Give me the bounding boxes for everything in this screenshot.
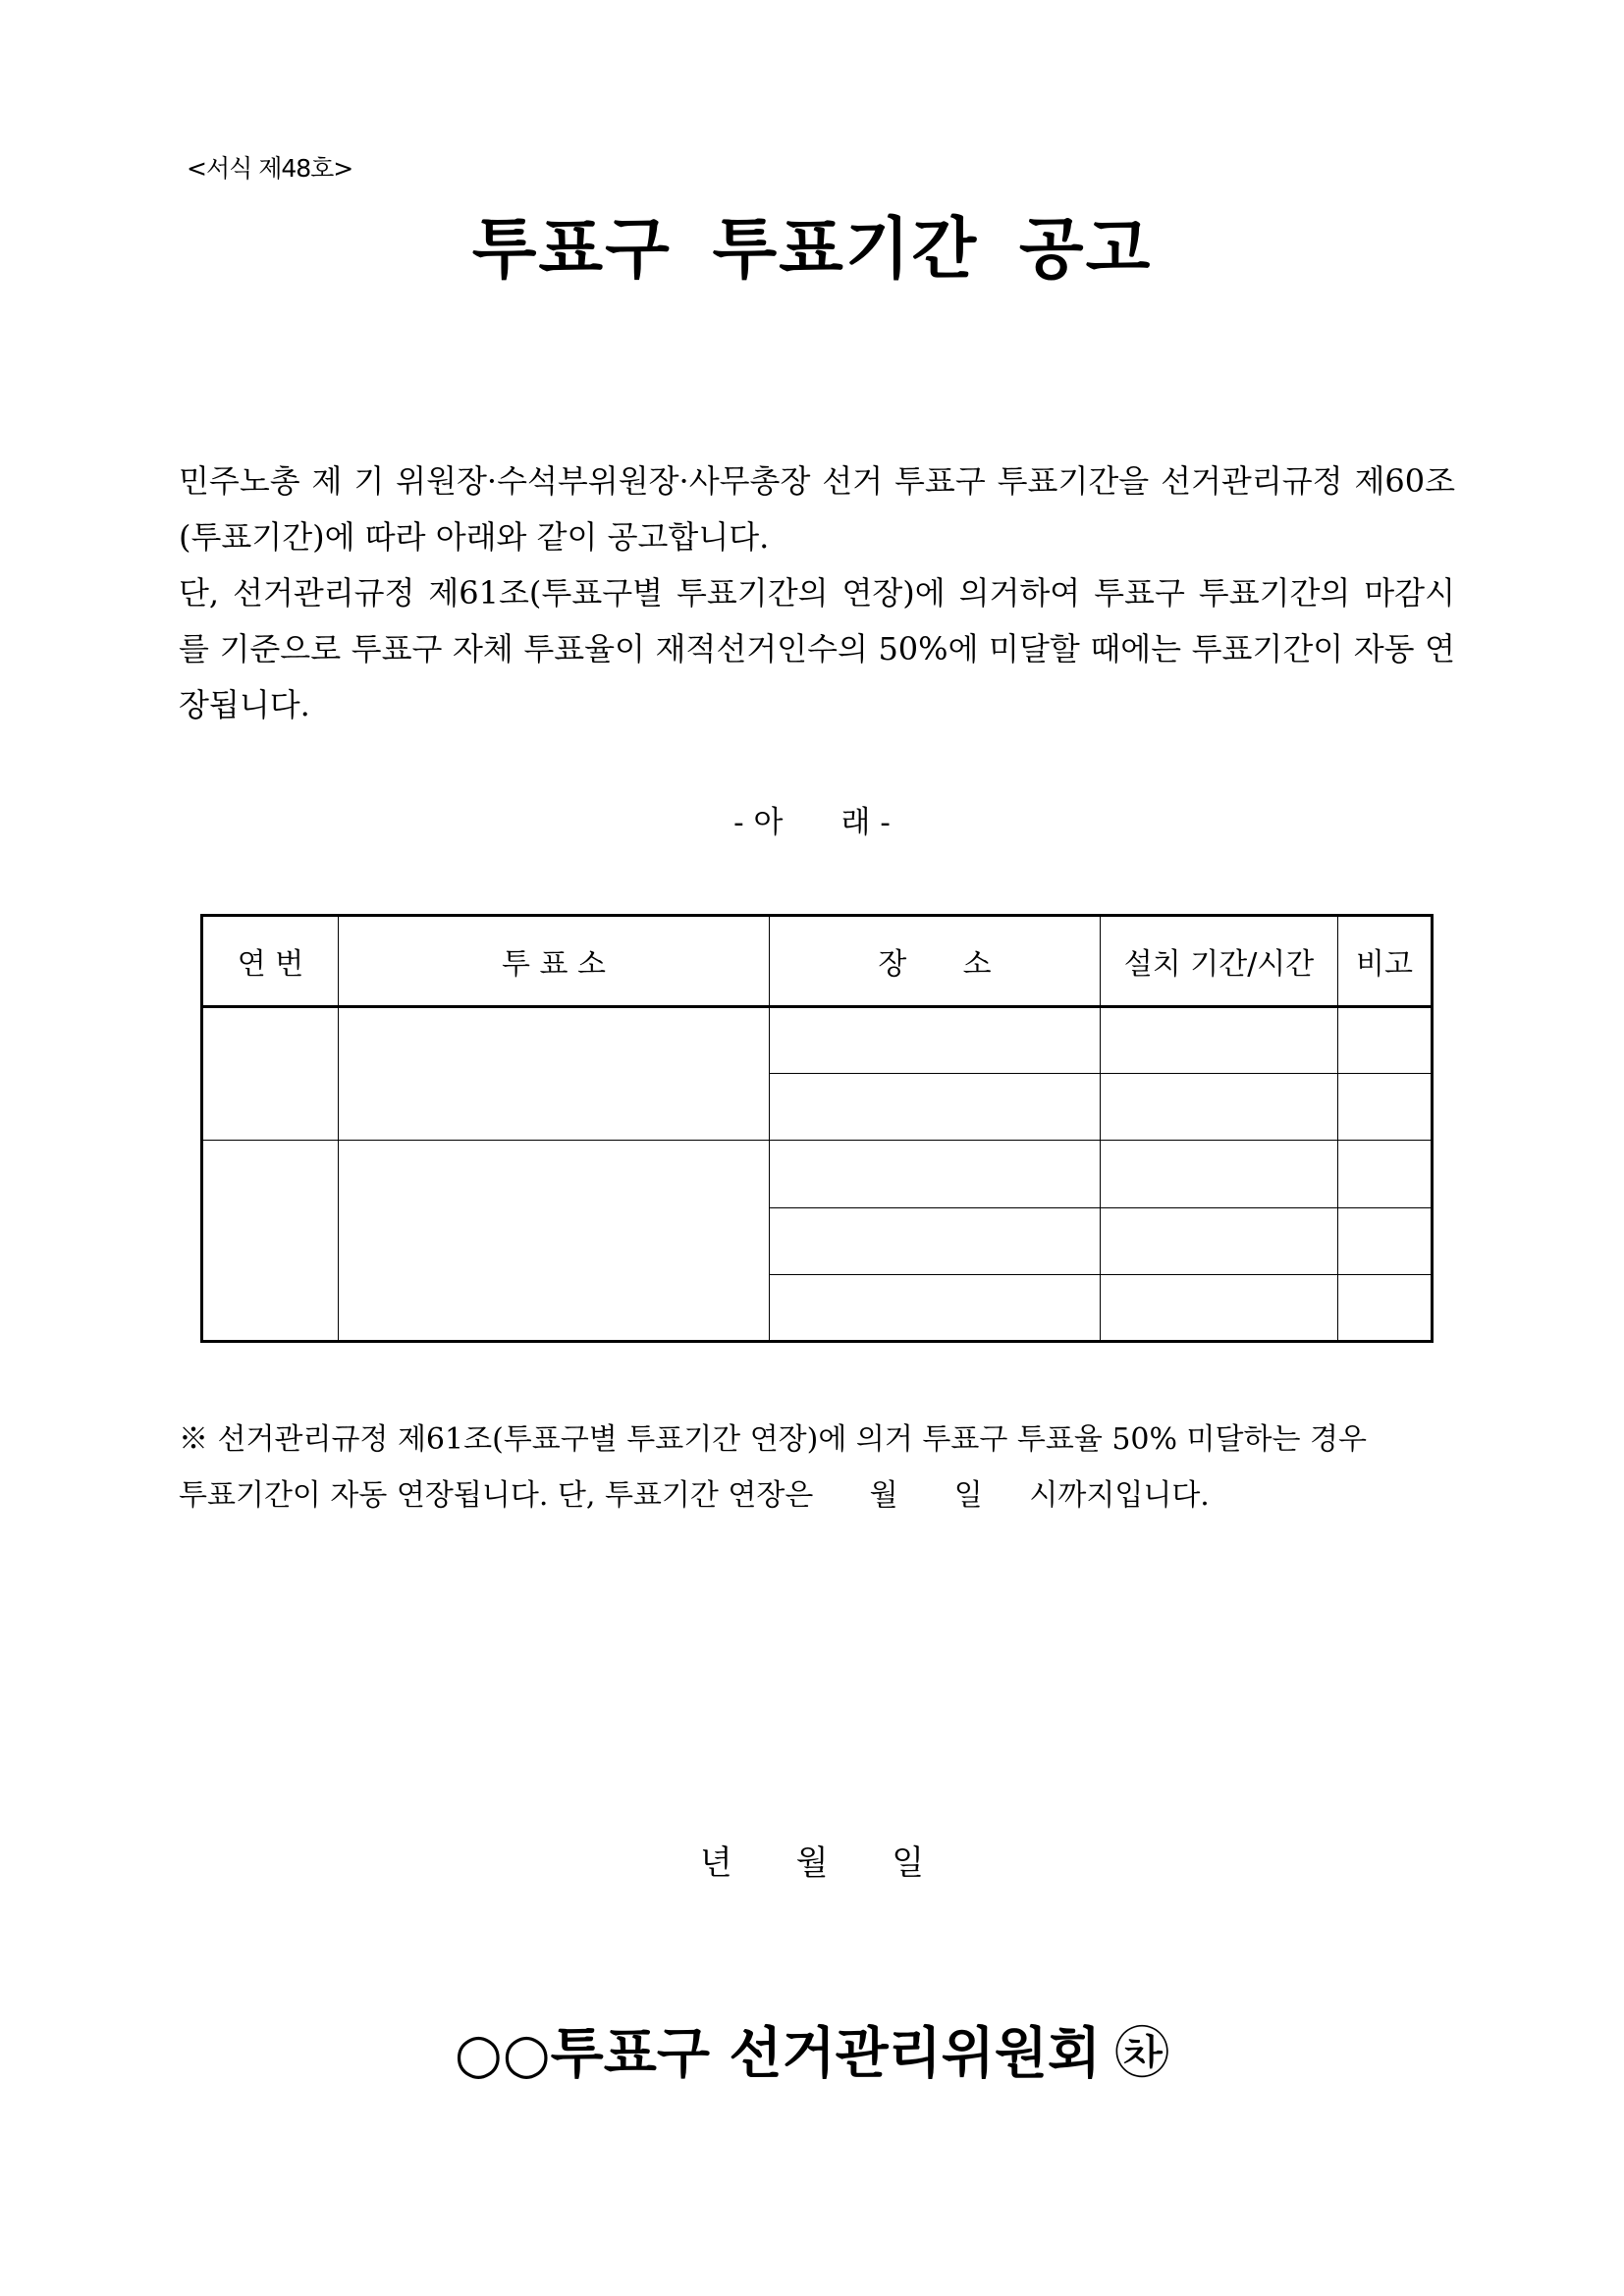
cell-place (770, 1274, 1101, 1341)
cell-place (770, 1141, 1101, 1207)
cell-remarks (1338, 1207, 1433, 1274)
body-paragraph-1: 민주노총 제 기 위원장·수석부위원장·사무총장 선거 투표구 투표기간을 선거관리규정 제60조(투표기간)에 따라 아래와 같이 공고합니다. (179, 462, 1455, 556)
cell-serial-no (202, 1141, 339, 1342)
table-header-row (202, 916, 1433, 1007)
date-line: 년 월 일 (699, 1843, 925, 1883)
cell-polling-station (339, 1141, 770, 1342)
header-polling-station: 투 표 소 (339, 916, 770, 1007)
header-place: 장 소 (770, 916, 1101, 1007)
header-period: 설치 기간/시간 (1101, 916, 1338, 1007)
footnote-line-2: 투표기간이 자동 연장됩니다. 단, 투표기간 연장은 월 일 시까지입니다. (179, 1478, 1210, 1513)
cell-serial-no (202, 1007, 339, 1141)
table-row (202, 1007, 1433, 1074)
polling-station-table (200, 914, 1434, 1343)
cell-period (1101, 1274, 1338, 1341)
cell-place (770, 1207, 1101, 1274)
committee-name: ○○투표구 선거관리위원회 (454, 2022, 1102, 2086)
announcement-body (179, 454, 1455, 733)
footnote-line-1: ※ 선거관리규정 제61조(투표구별 투표기간 연장)에 의거 투표구 투표율 50% 미달하는 경우 (179, 1422, 1367, 1457)
form-number-label: <서식 제48호> (187, 154, 353, 183)
cell-remarks (1338, 1074, 1433, 1141)
header-serial-no: 연 번 (202, 916, 339, 1007)
cell-remarks (1338, 1007, 1433, 1074)
body-paragraph-2: 단, 선거관리규정 제61조(투표구별 투표기간의 연장)에 의거하여 투표구 투표기간의 마감시를 기준으로 투표구 자체 투표율이 재적선거인수의 50%에 미달할 때에는 투표기간이 자동 연장됩니다. (179, 574, 1455, 723)
cell-period (1101, 1074, 1338, 1141)
cell-remarks (1338, 1141, 1433, 1207)
cell-place (770, 1007, 1101, 1074)
cell-period (1101, 1141, 1338, 1207)
notice-heading: - 아 래 - (733, 805, 891, 840)
cell-place (770, 1074, 1101, 1141)
seal-mark: ㉷ (1114, 2022, 1170, 2086)
committee-signature (0, 2010, 1624, 2089)
cell-polling-station (339, 1007, 770, 1141)
cell-period (1101, 1207, 1338, 1274)
table-row (202, 1141, 1433, 1207)
cell-period (1101, 1007, 1338, 1074)
cell-remarks (1338, 1274, 1433, 1341)
document-title: 투표구 투표기간 공고 (471, 211, 1153, 289)
header-remarks: 비고 (1338, 916, 1433, 1007)
extension-footnote (179, 1412, 1465, 1523)
